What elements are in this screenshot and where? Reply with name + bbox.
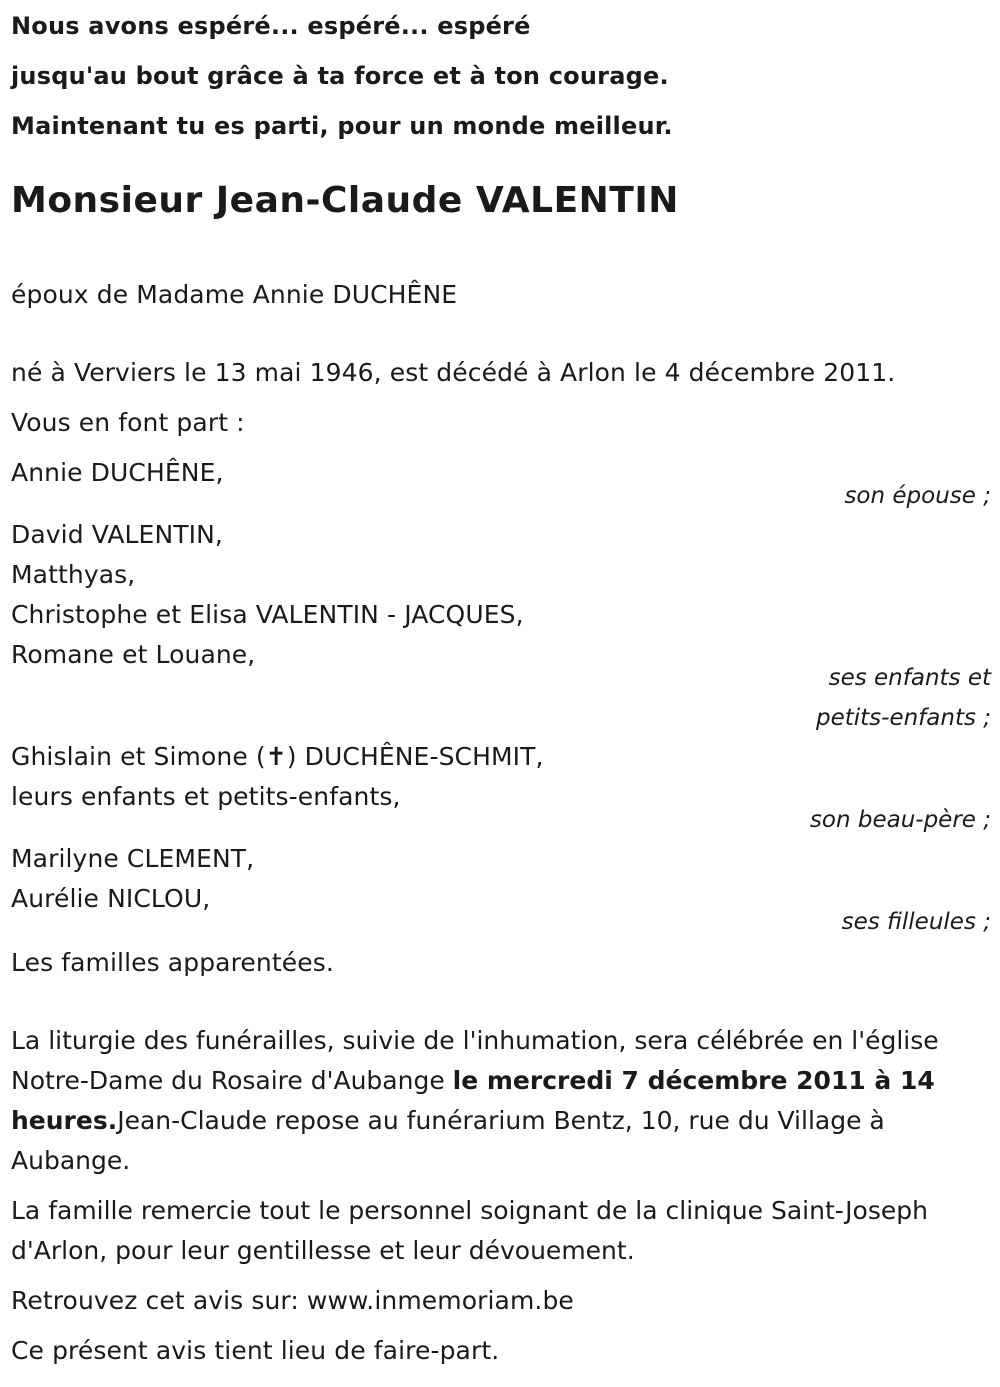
family-name: Christophe et Elisa VALENTIN - JACQUES, [11,600,524,629]
family-name: Annie DUCHÊNE, [11,458,224,487]
epigraph-line: jusqu'au bout grâce à ta force et à ton courage. [11,62,669,90]
spouse-line: époux de Madame Annie DUCHÊNE [11,280,458,309]
family-name: Aurélie NICLOU, [11,884,211,913]
funeral-date: le mercredi 7 décembre 2011 à 14 heures. [11,1066,935,1135]
family-name: Ghislain et Simone (✝) DUCHÊNE-SCHMIT, [11,742,544,771]
relation-label: ses filleules ; [841,909,991,935]
family-group-spouse [11,453,991,515]
family-name: David VALENTIN, [11,520,223,549]
epigraph-line: Maintenant tu es parti, pour un monde meilleur. [11,112,673,140]
closing-line: Ce présent avis tient lieu de faire-part. [11,1336,500,1365]
family-group-children [11,515,991,737]
family-group-father-in-law [11,737,991,839]
epigraph [11,1,991,151]
thanks-paragraph: La famille remercie tout le personnel soignant de la clinique Saint-Joseph d'Arlon, pour leur gentillesse et leur dévouement. [11,1196,928,1265]
relation-label: petits-enfants ; [815,705,991,731]
family-name: Romane et Louane, [11,640,256,669]
family-name: Marilyne CLEMENT, [11,844,255,873]
funeral-paragraph [11,1021,991,1181]
obituary-notice [11,0,991,1371]
funeral-text: La liturgie des funérailles, suivie de l'inhumation, sera célébrée en l'église Notre-Dame du Rosaire d'Aubange [11,1026,939,1095]
relation-label: ses enfants et [828,665,991,691]
website-line: Retrouvez cet avis sur: www.inmemoriam.be [11,1286,574,1315]
relation-label: son beau-père ; [809,807,991,833]
families-line: Les familles apparentées. [11,948,334,977]
relation-block [816,658,991,738]
deceased-name: Monsieur Jean-Claude VALENTIN [11,180,679,221]
family-name: leurs enfants et petits-enfants, [11,782,401,811]
relation-label: son épouse ; [844,483,991,509]
family-name: Matthyas, [11,560,136,589]
birth-death-line: né à Verviers le 13 mai 1946, est décédé à Arlon le 4 décembre 2011. [11,358,896,387]
funeral-location: Jean-Claude repose au funérarium Bentz, 10, rue du Village à Aubange. [11,1106,885,1175]
epigraph-line: Nous avons espéré... espéré... espéré [11,12,531,40]
announcement-intro: Vous en font part : [11,408,245,437]
family-group-goddaughters [11,839,991,943]
